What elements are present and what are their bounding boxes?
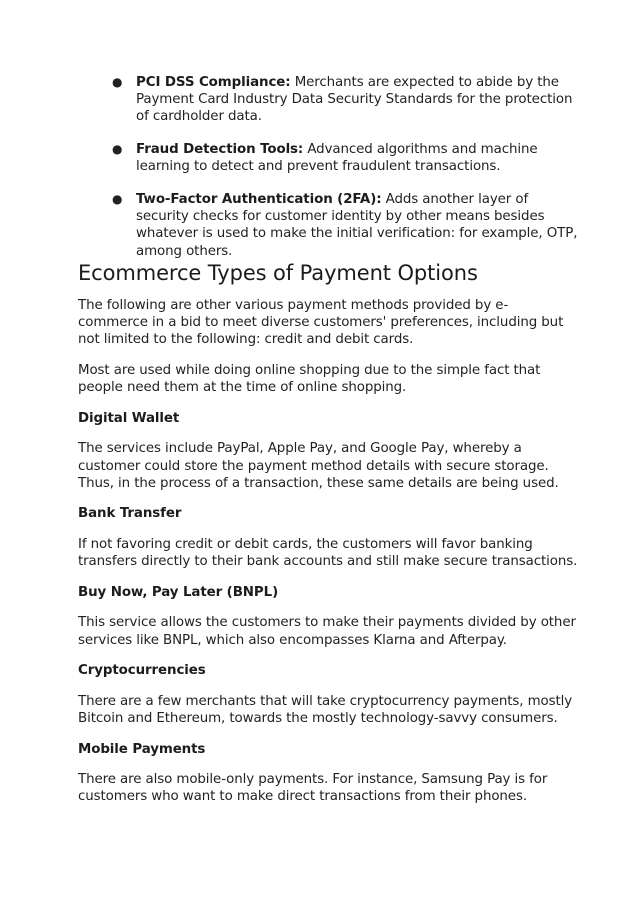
- bullet-dot-icon: ●: [112, 142, 123, 157]
- method-text-digital-wallet: The services include PayPal, Apple Pay, and Google Pay, whereby a customer could store the payment method details with secure storage. Thus, in the process of a transaction, these same details are being used.: [78, 441, 559, 491]
- method-title-bnpl: Buy Now, Pay Later (BNPL): [78, 584, 279, 600]
- method-text-cryptocurrencies: There are a few merchants that will take cryptocurrency payments, mostly Bitcoin and Ethereum, towards the mostly technology-savvy consumers.: [78, 693, 573, 726]
- bullet-term: Fraud Detection Tools:: [136, 142, 304, 158]
- bullet-dot-icon: ●: [112, 75, 123, 89]
- list-item: [110, 191, 580, 260]
- method-title-cryptocurrencies: Cryptocurrencies: [78, 663, 206, 679]
- method-text-bnpl: This service allows the customers to make their payments divided by other services like BNPL, which also encompasses Klarna and Afterpay.: [78, 615, 576, 648]
- method-title-digital-wallet: Digital Wallet: [78, 410, 180, 426]
- payment-options-section: [78, 259, 578, 819]
- intro-paragraph: Most are used while doing online shopping due to the simple fact that people need them at the time of online shopping.: [78, 363, 541, 396]
- intro-paragraph: The following are other various payment methods provided by e-commerce in a bid to meet diverse customers' preferences, including but not limited to the following: credit and debit cards.: [78, 298, 564, 348]
- bullet-text: Adds another layer of security checks for customer identity by other means besides whatever is used to make the initial verification: for example, OTP, among others.: [136, 192, 578, 259]
- bullet-term: Two-Factor Authentication (2FA):: [136, 192, 382, 208]
- list-item: [110, 141, 580, 175]
- bullet-text: Merchants are expected to abide by the Payment Card Industry Data Security Standards for the protection of cardholder data.: [136, 75, 573, 125]
- method-title-bank-transfer: Bank Transfer: [78, 506, 182, 522]
- method-text-bank-transfer: If not favoring credit or debit cards, the customers will favor banking transfers directly to their bank accounts and still make secure transactions.: [78, 536, 578, 570]
- list-item: [110, 74, 580, 126]
- method-text-mobile-payments: There are also mobile-only payments. For instance, Samsung Pay is for customers who want to make direct transactions from their phones.: [78, 772, 548, 805]
- section-heading: Ecommerce Types of Payment Options: [78, 261, 478, 285]
- security-features-list: [110, 74, 580, 275]
- method-title-mobile-payments: Mobile Payments: [78, 741, 206, 757]
- bullet-term: PCI DSS Compliance:: [136, 75, 291, 90]
- bullet-dot-icon: ●: [112, 192, 123, 207]
- bullet-text: Advanced algorithms and machine learning to detect and prevent fraudulent transactions.: [136, 142, 538, 175]
